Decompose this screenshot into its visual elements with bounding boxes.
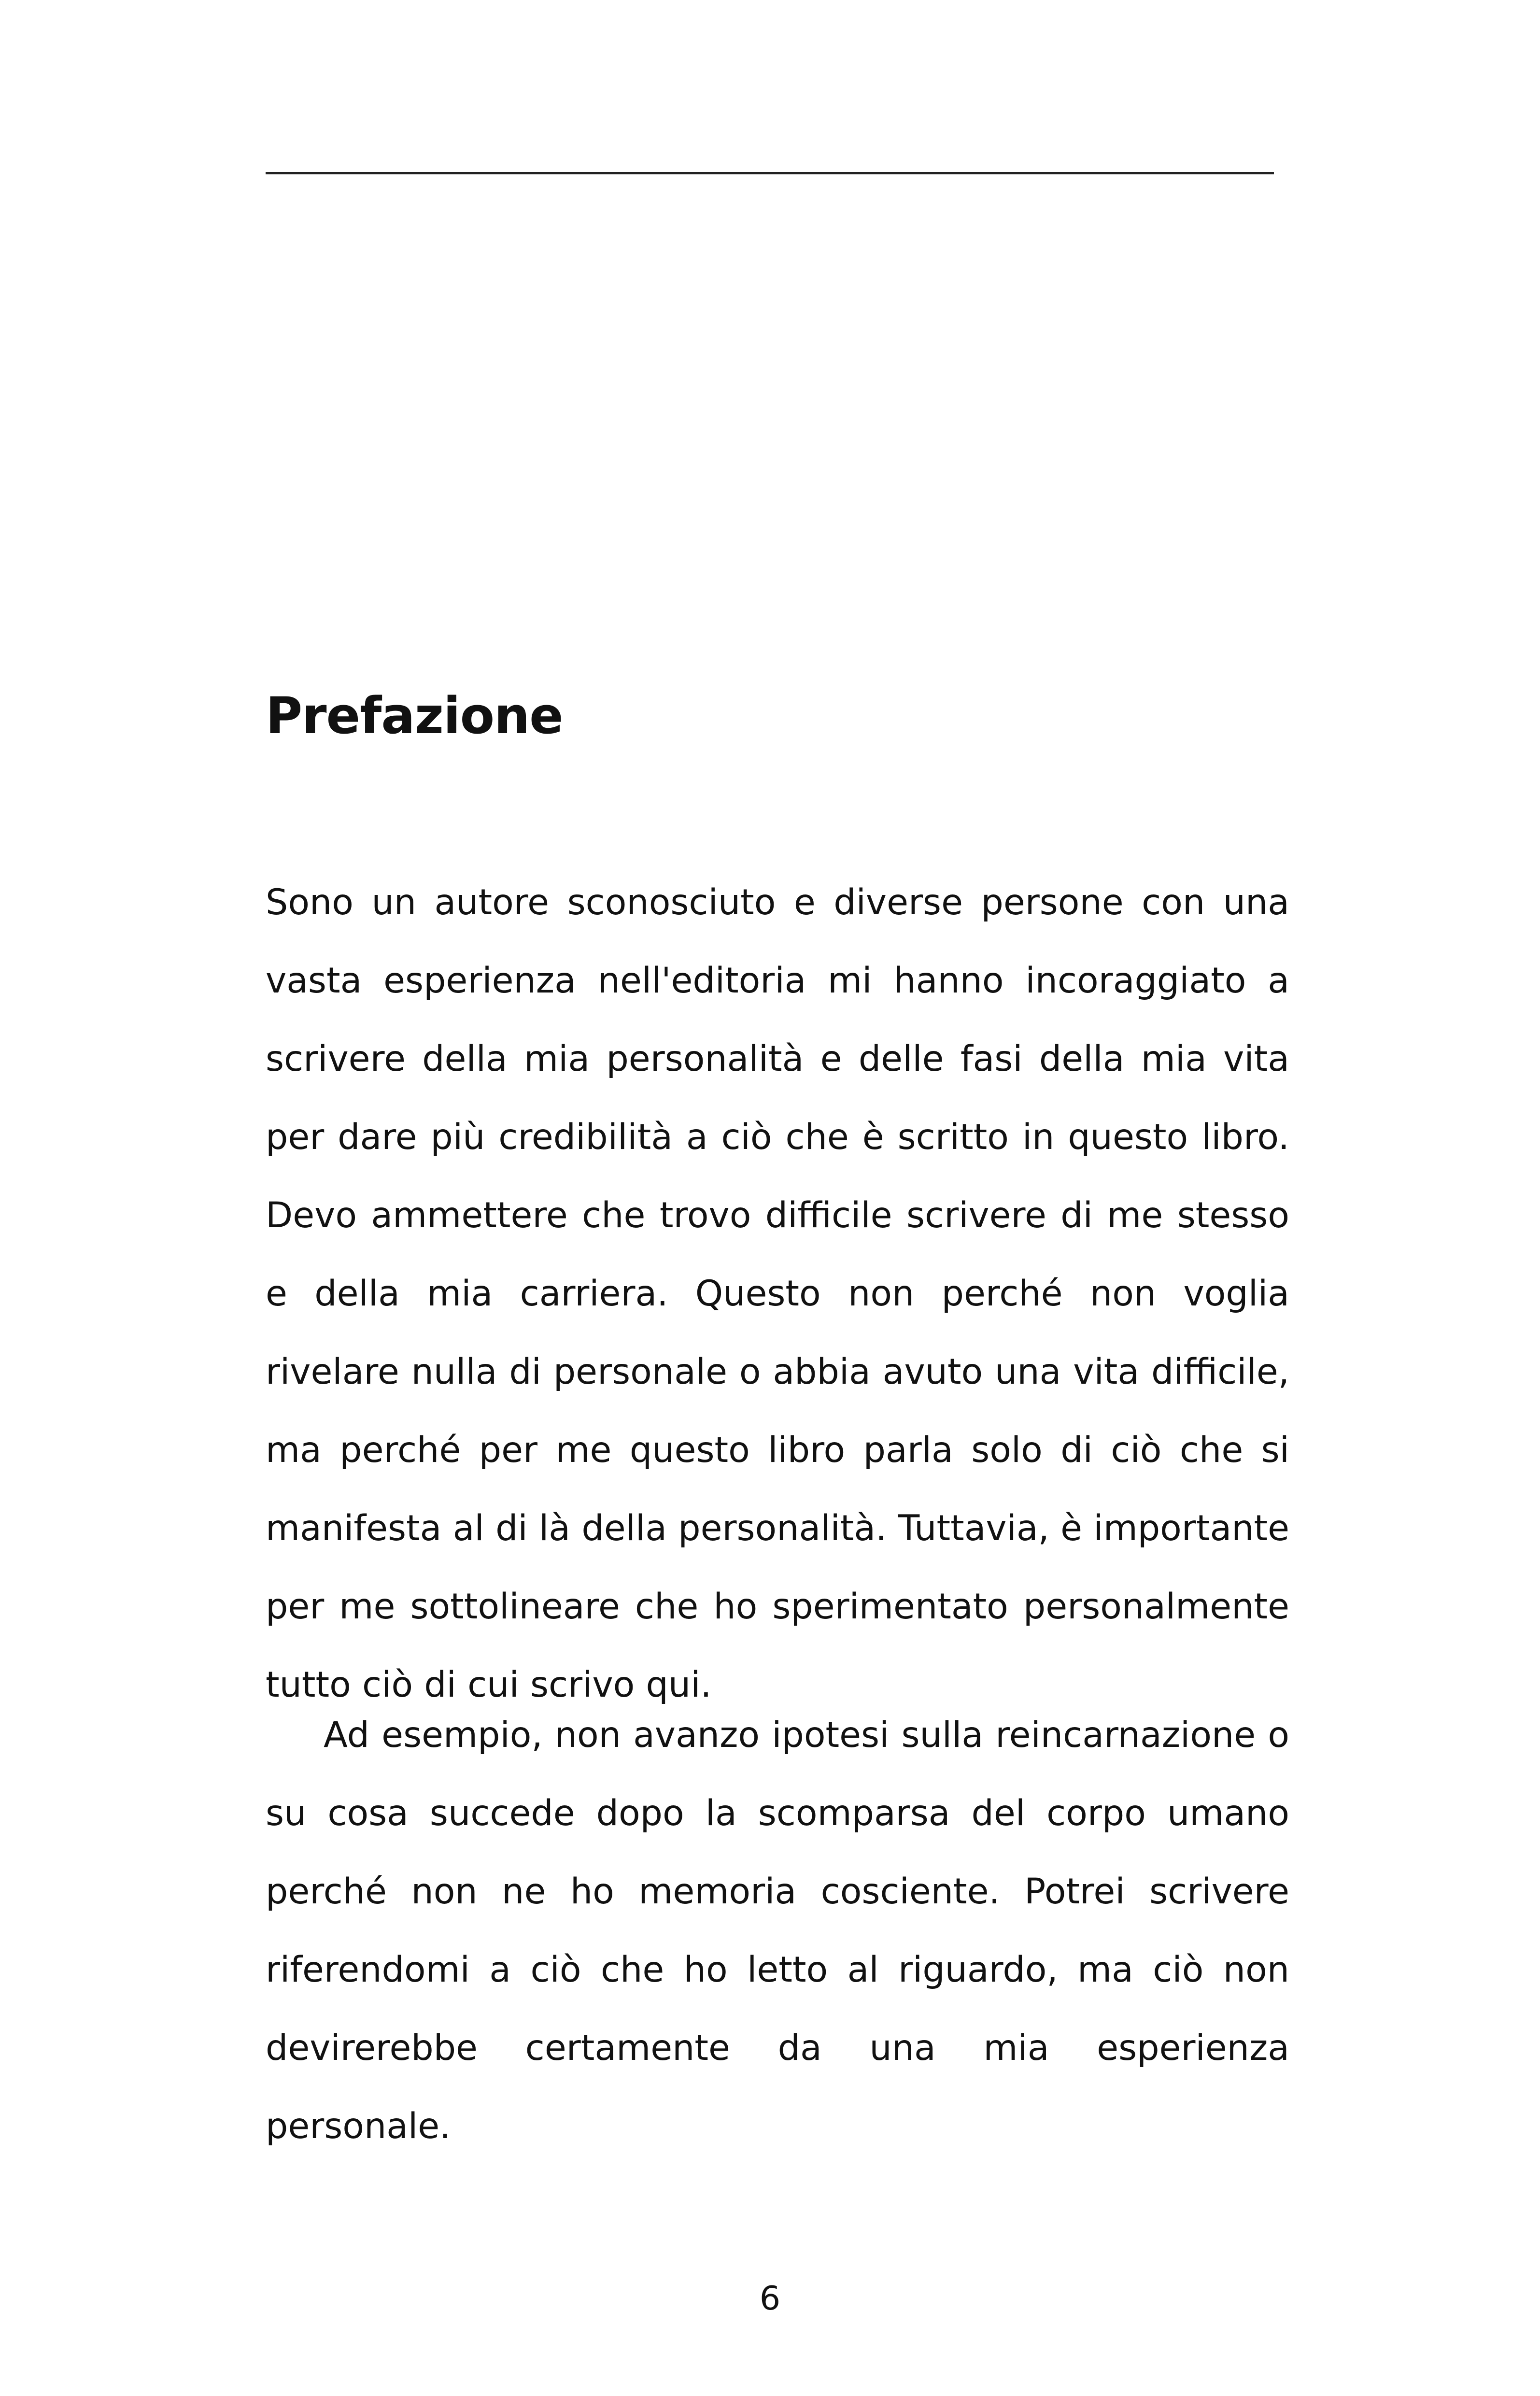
paragraph-1: Sono un autore sconosciuto e diverse persone con una vasta esperienza nell'editoria mi hanno incoraggiato a scrivere della mia personalità e delle fasi della mia vita per dare più credibilità a ciò che è scritto in questo libro. Devo ammettere che trovo difficile scrivere di me stesso e della mia carriera. Questo non perché non voglia rivelare nulla di personale o abbia avuto una vita difficile, ma perché per me questo libro parla solo di ciò che si manifesta al di là della personalità. Tuttavia, è importante per me sottolineare che ho sperimentato personalmente tutto ciò di cui scrivo qui. [266,882,1289,1705]
page-number: 6 [759,2280,781,2318]
paragraph-2: Ad esempio, non avanzo ipotesi sulla reincarnazione o su cosa succede dopo la scomparsa del corpo umano perché non ne ho memoria cosciente. Potrei scrivere riferendomi a ciò che ho letto al riguardo, ma ciò non devirerebbe certamente da una mia esperienza personale. [266,1715,1289,2147]
chapter-title: Prefazione [266,686,563,745]
header-rule [266,172,1274,174]
